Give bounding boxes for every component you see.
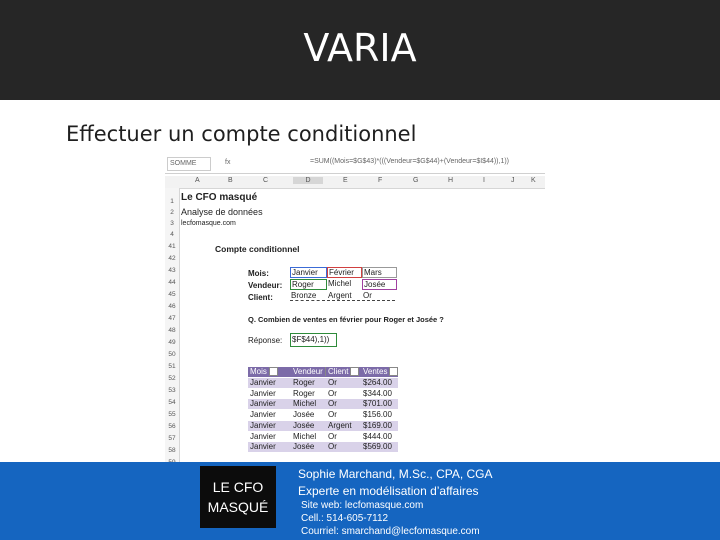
author-name: Sophie Marchand, M.Sc., CPA, CGA [298,467,493,481]
row-number: 53 [168,387,176,394]
slide-subtitle: Effectuer un compte conditionnel [66,122,417,146]
row-number: 43 [168,267,176,274]
row-number: 48 [168,327,176,334]
table-cell[interactable]: Argent [326,421,361,431]
criteria-cell[interactable]: Or [362,291,395,301]
table-header[interactable]: Mois [248,367,292,377]
row-number: 46 [168,303,176,310]
table-cell[interactable]: $156.00 [361,410,398,420]
col-header: H [448,177,454,184]
table-header[interactable]: Client [326,367,361,377]
table-cell[interactable]: Roger [291,378,326,388]
excel-screenshot [165,155,545,462]
row-number: 41 [168,243,176,250]
row-number: 3 [170,220,174,227]
table-cell[interactable]: Janvier [248,421,292,431]
table-cell[interactable]: Or [326,399,361,409]
excel-subtitle: Analyse de données [181,207,263,217]
row-number: 4 [170,231,174,238]
column-headers [165,176,545,189]
col-header: A [195,177,200,184]
fx-icon: fx [225,159,231,166]
row-number: 47 [168,315,176,322]
row-number: 54 [168,399,176,406]
table-cell[interactable]: Or [326,378,361,388]
col-header: G [413,177,419,184]
formula-text: =SUM((Mois=$G$43)*(((Vendeur=$G$44)+(Vendeur=$I$44)),1)) [310,158,510,165]
dropdown-icon[interactable] [389,367,398,376]
row-number: 42 [168,255,176,262]
author-website: Site web: lecfomasque.com [301,500,424,511]
table-cell[interactable]: Or [326,389,361,399]
col-header-selected: D [293,177,323,184]
author-email: Courriel: smarchand@lecfomasque.com [301,526,480,537]
criteria-cell[interactable]: Bronze [290,291,325,301]
table-cell[interactable]: Michel [291,399,326,409]
criteria-cell[interactable]: Michel [328,279,352,288]
mois-label: Mois: [248,269,269,278]
table-header[interactable]: Ventes [361,367,398,377]
row-number: 49 [168,339,176,346]
table-cell[interactable]: $169.00 [361,421,398,431]
row-number: 45 [168,291,176,298]
reponse-label: Réponse: [248,336,283,345]
title-bar [0,0,720,100]
row-number: 55 [168,411,176,418]
table-cell[interactable]: $701.00 [361,399,398,409]
row-number: 50 [168,351,176,358]
dropdown-icon[interactable] [269,367,278,376]
col-header: I [483,177,485,184]
table-cell[interactable]: $569.00 [361,442,398,452]
formula-bar [165,155,545,174]
table-cell[interactable]: $264.00 [361,378,398,388]
table-cell[interactable]: Roger [291,389,326,399]
logo: LE CFO MASQUÉ [200,466,276,528]
table-cell[interactable]: Janvier [248,389,292,399]
author-phone: Cell.: 514-605-7112 [301,513,389,524]
name-box: SOMME [167,157,211,171]
criteria-cell[interactable]: Mars [362,267,397,278]
row-headers [165,188,180,462]
table-cell[interactable]: Or [326,410,361,420]
table-header[interactable]: Vendeur [291,367,326,377]
col-header: E [343,177,348,184]
row-number: 44 [168,279,176,286]
row-number: 1 [170,198,174,205]
col-header: J [511,177,515,184]
col-header: B [228,177,233,184]
author-role: Experte en modélisation d’affaires [298,484,479,498]
row-number: 57 [168,435,176,442]
vendeur-label: Vendeur: [248,281,283,290]
row-number: 56 [168,423,176,430]
table-cell[interactable]: Josée [291,421,326,431]
excel-site: lecfomasque.com [181,220,236,227]
row-number: 52 [168,375,176,382]
excel-title: Le CFO masqué [181,192,258,203]
row-number: 51 [168,363,176,370]
criteria-cell[interactable]: Janvier [290,267,327,278]
table-cell[interactable]: Michel [291,432,326,442]
table-cell[interactable]: Or [326,442,361,452]
table-cell[interactable]: Josée [291,442,326,452]
client-label: Client: [248,293,273,302]
criteria-cell[interactable]: Argent [327,291,360,301]
row-number: 2 [170,209,174,216]
col-header: F [378,177,383,184]
criteria-cell[interactable]: Josée [362,279,397,290]
table-cell[interactable]: $344.00 [361,389,398,399]
table-cell[interactable]: Janvier [248,432,292,442]
table-cell[interactable]: Janvier [248,410,292,420]
table-cell[interactable]: Janvier [248,442,292,452]
table-cell[interactable]: Janvier [248,378,292,388]
table-cell[interactable]: $444.00 [361,432,398,442]
table-cell[interactable]: Or [326,432,361,442]
table-cell[interactable]: Josée [291,410,326,420]
slide-title: VARIA [303,26,417,70]
reponse-cell[interactable]: $F$44),1)) [290,333,337,347]
col-header: K [531,177,536,184]
criteria-cell[interactable]: Février [327,267,362,278]
question-text: Q. Combien de ventes en février pour Roger et Josée ? [248,315,444,324]
section-title: Compte conditionnel [215,244,300,254]
dropdown-icon[interactable] [350,367,359,376]
row-number: 58 [168,447,176,454]
criteria-cell[interactable]: Roger [290,279,327,290]
col-header: C [263,177,269,184]
table-cell[interactable]: Janvier [248,399,292,409]
